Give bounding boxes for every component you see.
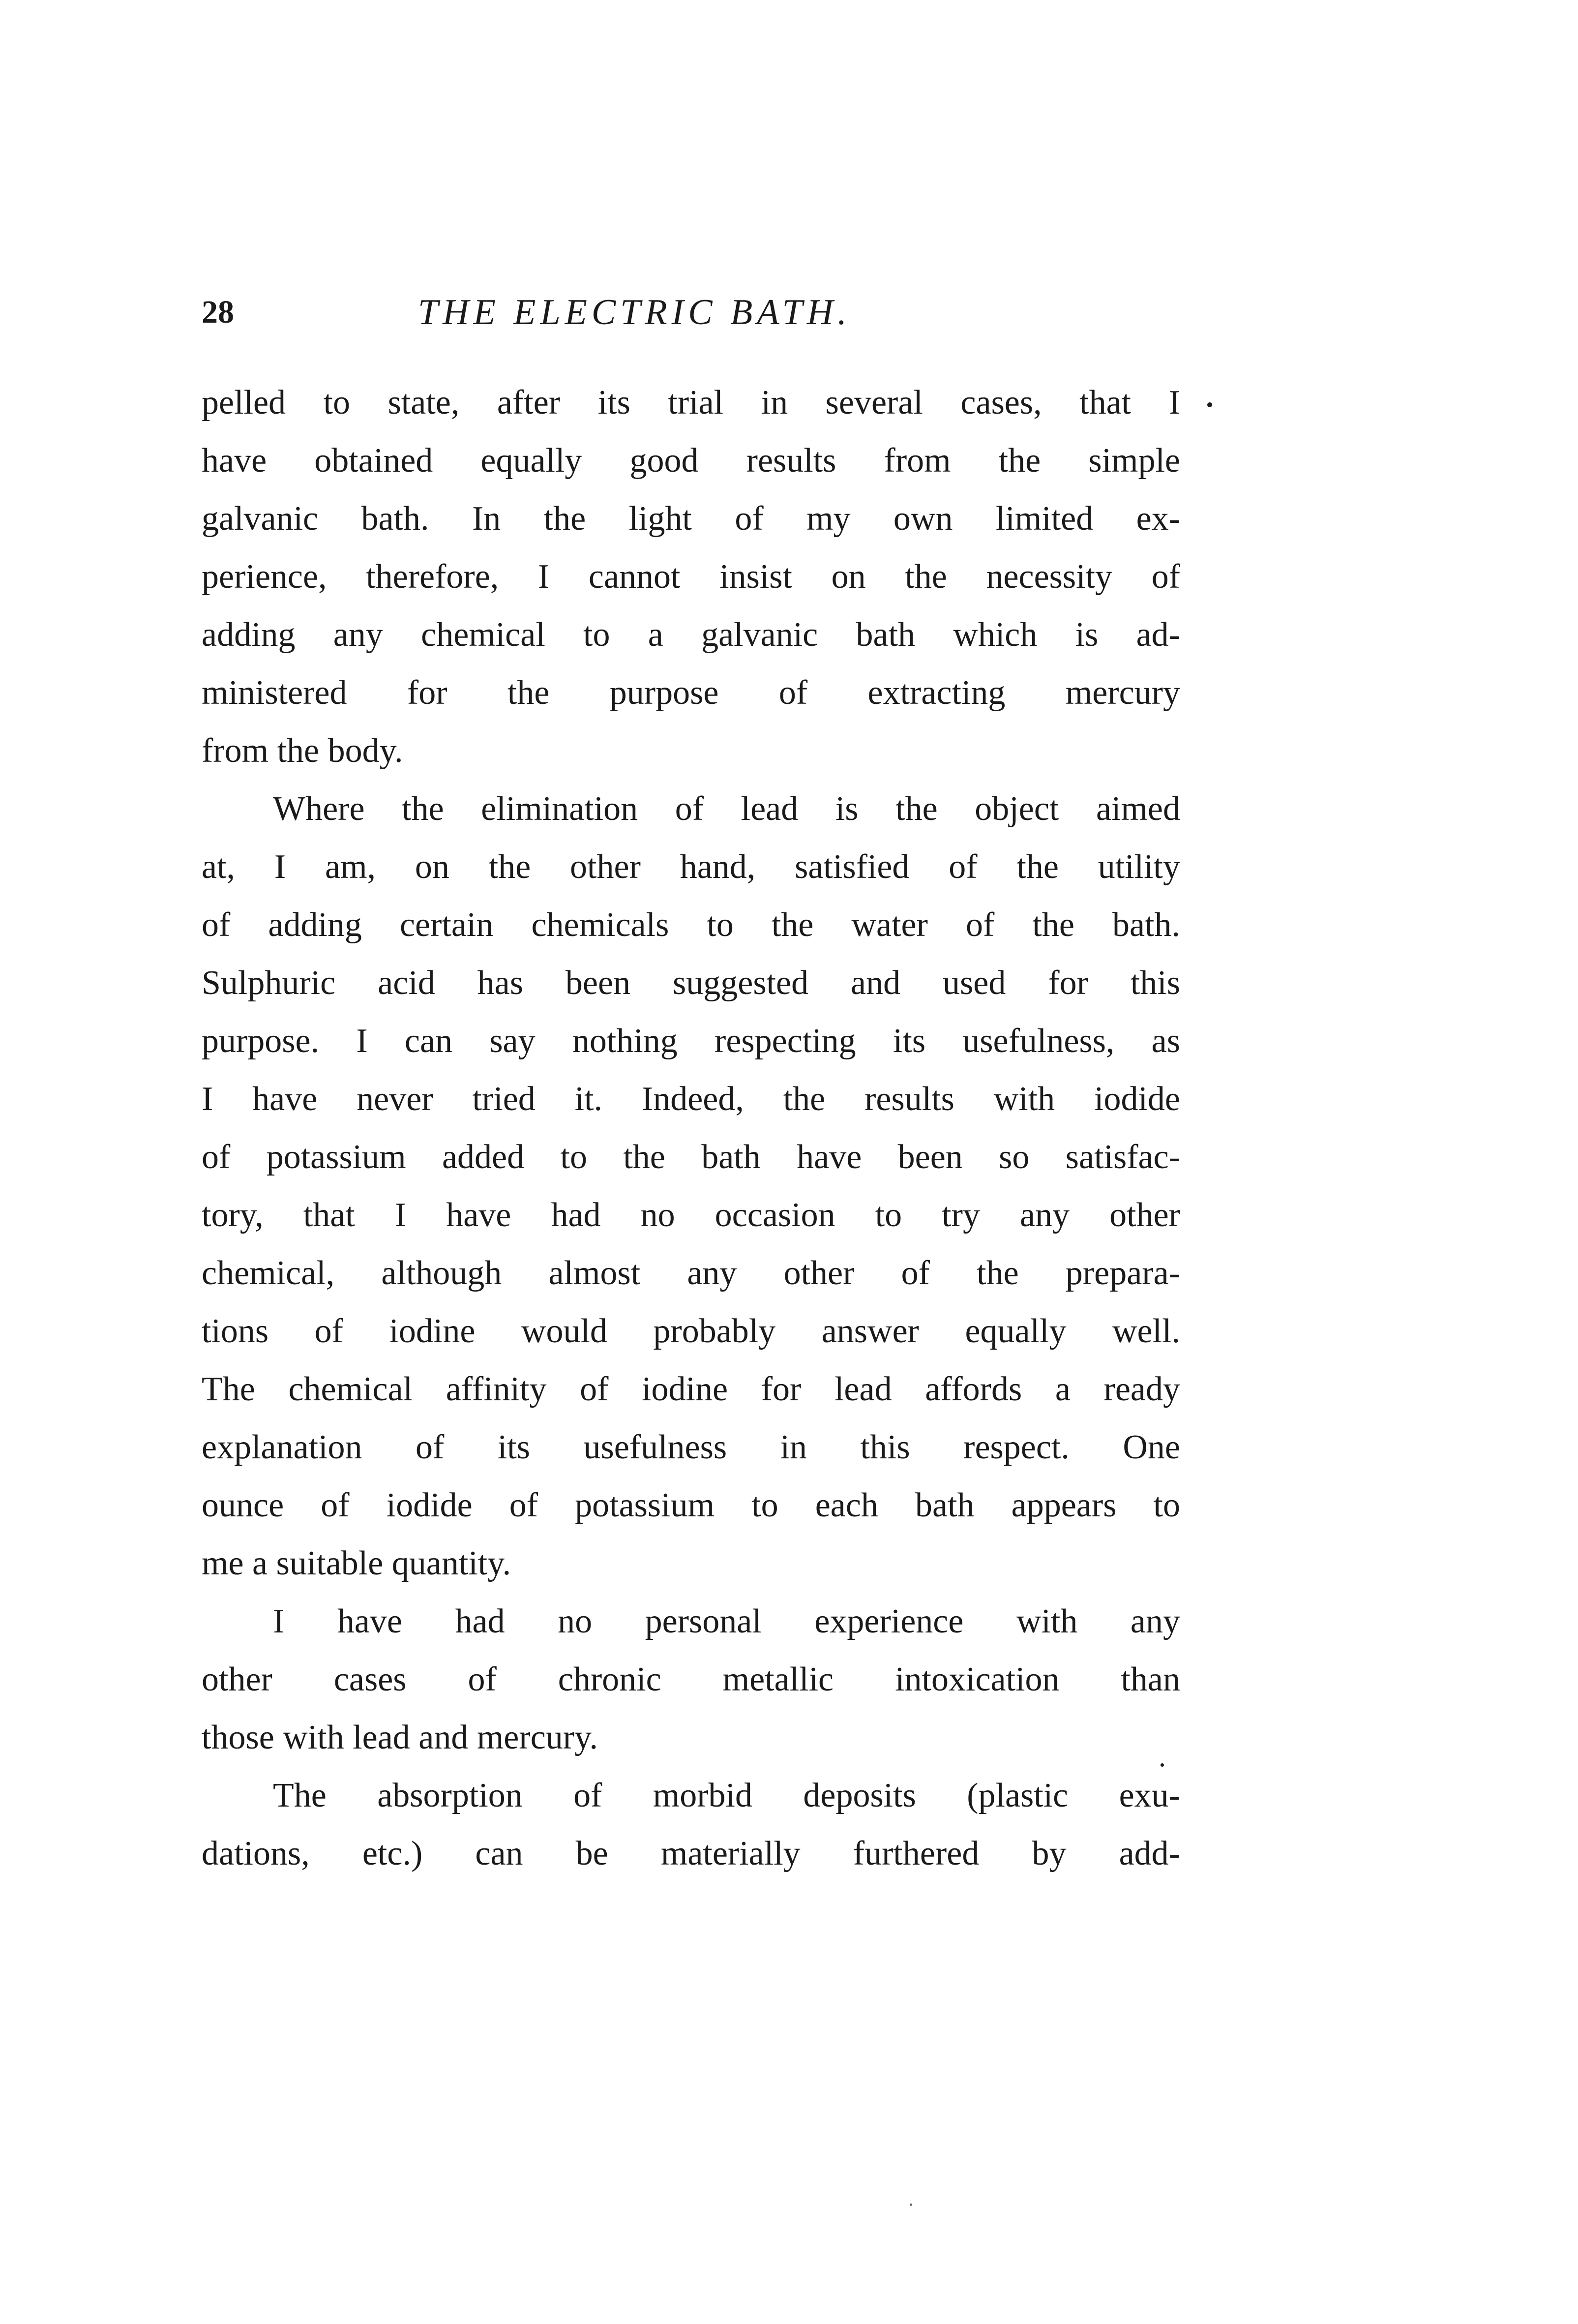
- text-line: explanation of its usefulness in this respect. One: [202, 1428, 1180, 1466]
- text-line: from the body.: [202, 732, 403, 770]
- text-line: dations, etc.) can be materially furthered by add-: [202, 1835, 1180, 1872]
- print-speck: [910, 2203, 912, 2206]
- text-line: tions of iodine would probably answer equally well.: [202, 1312, 1180, 1350]
- running-head: [202, 290, 1180, 334]
- print-speck: [1161, 1763, 1164, 1767]
- text-line: The absorption of morbid deposits (plastic exu-: [273, 1777, 1180, 1814]
- print-speck: [1207, 402, 1212, 407]
- text-line: purpose. I can say nothing respecting its usefulness, as: [202, 1022, 1180, 1060]
- text-line: of potassium added to the bath have been so satisfac-: [202, 1138, 1180, 1176]
- text-line: perience, therefore, I cannot insist on the necessity of: [202, 558, 1180, 596]
- text-line: Sulphuric acid has been suggested and used for this: [202, 964, 1180, 1002]
- text-line: ministered for the purpose of extracting mercury: [202, 674, 1180, 712]
- text-line: Where the elimination of lead is the object aimed: [273, 790, 1180, 828]
- text-line: those with lead and mercury.: [202, 1719, 598, 1756]
- text-line: pelled to state, after its trial in several cases, that I: [202, 384, 1180, 422]
- text-line: galvanic bath. In the light of my own limited ex-: [202, 500, 1180, 538]
- text-line: at, I am, on the other hand, satisfied of the utility: [202, 848, 1180, 886]
- body-text: [202, 374, 1180, 1883]
- text-line: have obtained equally good results from the simple: [202, 442, 1180, 480]
- text-line: ounce of iodide of potassium to each bath appears to: [202, 1486, 1180, 1524]
- text-line: tory, that I have had no occasion to try any other: [202, 1196, 1180, 1234]
- page-number: 28: [202, 294, 234, 330]
- text-line: other cases of chronic metallic intoxication than: [202, 1660, 1180, 1698]
- running-title: THE ELECTRIC BATH.: [418, 292, 851, 332]
- text-line: I have had no personal experience with any: [273, 1602, 1180, 1640]
- text-line: I have never tried it. Indeed, the results with iodide: [202, 1080, 1180, 1118]
- text-line: of adding certain chemicals to the water of the bath.: [202, 906, 1180, 944]
- text-line: The chemical affinity of iodine for lead affords a ready: [202, 1370, 1180, 1408]
- text-line: chemical, although almost any other of the prepara-: [202, 1254, 1180, 1292]
- text-line: adding any chemical to a galvanic bath which is ad-: [202, 616, 1180, 654]
- text-line: me a suitable quantity.: [202, 1544, 511, 1582]
